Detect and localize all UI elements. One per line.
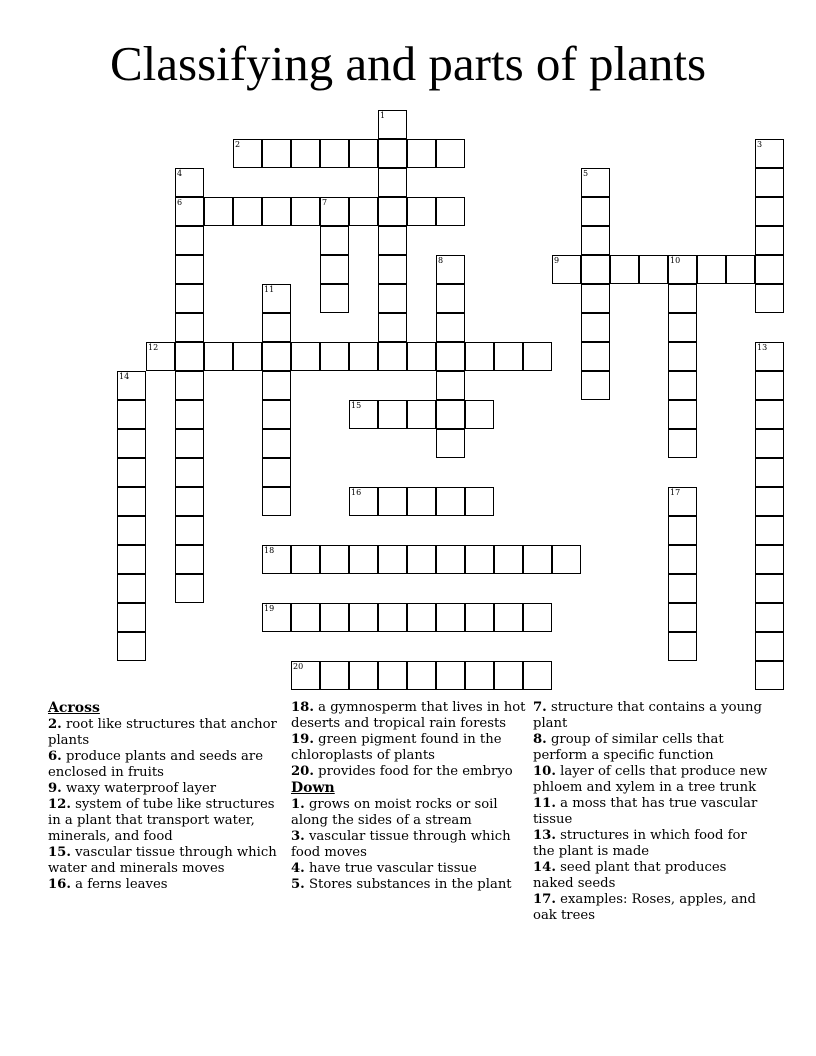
grid-cell[interactable] (465, 661, 494, 690)
grid-cell[interactable] (378, 487, 407, 516)
grid-cell[interactable] (494, 603, 523, 632)
down-clue-8: 8. group of similar cells that perform a specific function (533, 732, 724, 763)
grid-cell[interactable] (494, 661, 523, 690)
grid-cell[interactable] (668, 574, 697, 603)
across-clue-16: 16. a ferns leaves (48, 877, 168, 892)
grid-cell[interactable] (378, 342, 407, 371)
clue-number: 16 (351, 488, 362, 497)
grid-cell[interactable] (175, 255, 204, 284)
grid-cell[interactable] (755, 226, 784, 255)
grid-cell[interactable] (262, 458, 291, 487)
grid-cell[interactable] (668, 313, 697, 342)
grid-cell[interactable] (291, 661, 320, 690)
clue-number: 12 (148, 343, 159, 352)
down-clue-1: 1. grows on moist rocks or soil along the sides of a stream (291, 797, 498, 828)
grid-cell[interactable] (175, 516, 204, 545)
grid-cell[interactable] (581, 342, 610, 371)
grid-cell[interactable] (494, 342, 523, 371)
grid-cell[interactable] (117, 516, 146, 545)
grid-cell[interactable] (755, 168, 784, 197)
across-clue-20: 20. provides food for the embryo (291, 764, 513, 779)
grid-cell[interactable] (378, 197, 407, 226)
grid-cell[interactable] (581, 313, 610, 342)
clue-number: 2 (235, 140, 241, 149)
grid-cell[interactable] (407, 661, 436, 690)
grid-cell[interactable] (668, 632, 697, 661)
grid-cell[interactable] (291, 342, 320, 371)
grid-cell[interactable] (349, 139, 378, 168)
grid-cell[interactable] (668, 342, 697, 371)
grid-cell[interactable] (552, 545, 581, 574)
grid-cell[interactable] (755, 545, 784, 574)
grid-cell[interactable] (262, 342, 291, 371)
across-clue-19: 19. green pigment found in the chloroplasts of plants (291, 732, 502, 763)
grid-cell[interactable] (262, 197, 291, 226)
grid-cell[interactable] (436, 342, 465, 371)
grid-cell[interactable] (320, 139, 349, 168)
grid-cell[interactable] (755, 255, 784, 284)
grid-cell[interactable] (755, 632, 784, 661)
grid-cell[interactable] (465, 545, 494, 574)
grid-cell[interactable] (755, 487, 784, 516)
grid-cell[interactable] (349, 661, 378, 690)
down-clue-11: 11. a moss that has true vascular tissue (533, 796, 758, 827)
grid-cell[interactable] (320, 226, 349, 255)
grid-cell[interactable] (175, 313, 204, 342)
grid-cell[interactable] (523, 545, 552, 574)
grid-cell[interactable] (349, 603, 378, 632)
grid-cell[interactable] (378, 661, 407, 690)
across-clue-18: 18. a gymnosperm that lives in hot deserts and tropical rain forests (291, 700, 526, 731)
clue-number: 9 (554, 256, 560, 265)
grid-cell[interactable] (378, 139, 407, 168)
across-clue-2: 2. root like structures that anchor plants (48, 717, 277, 748)
grid-cell[interactable] (175, 458, 204, 487)
grid-cell[interactable] (668, 429, 697, 458)
grid-cell[interactable] (755, 371, 784, 400)
grid-cell[interactable] (320, 603, 349, 632)
grid-cell[interactable] (378, 110, 407, 139)
grid-cell[interactable] (465, 400, 494, 429)
clue-number: 7 (322, 198, 328, 207)
grid-cell[interactable] (639, 255, 668, 284)
grid-cell[interactable] (117, 400, 146, 429)
grid-cell[interactable] (117, 574, 146, 603)
grid-cell[interactable] (436, 139, 465, 168)
across-clue-12: 12. system of tube like structures in a plant that transport water, minerals, and food (48, 797, 275, 844)
clue-number: 5 (583, 169, 589, 178)
clue-number: 14 (119, 372, 130, 381)
grid-cell[interactable] (378, 284, 407, 313)
clue-number: 17 (670, 488, 681, 497)
grid-cell[interactable] (436, 429, 465, 458)
grid-cell[interactable] (755, 603, 784, 632)
grid-cell[interactable] (262, 545, 291, 574)
grid-cell[interactable] (755, 400, 784, 429)
grid-cell[interactable] (378, 313, 407, 342)
grid-cell[interactable] (581, 255, 610, 284)
grid-cell[interactable] (697, 255, 726, 284)
grid-cell[interactable] (523, 603, 552, 632)
grid-cell[interactable] (465, 342, 494, 371)
page-title: Classifying and parts of plants (109, 36, 707, 91)
grid-cell[interactable] (436, 255, 465, 284)
grid-cell[interactable] (407, 139, 436, 168)
grid-cell[interactable] (117, 429, 146, 458)
clue-column-1 (48, 700, 284, 893)
grid-cell[interactable] (146, 342, 175, 371)
down-clue-4: 4. have true vascular tissue (291, 861, 477, 876)
down-clue-10: 10. layer of cells that produce new phloem and xylem in a tree trunk (533, 764, 768, 795)
grid-cell[interactable] (117, 632, 146, 661)
grid-cell[interactable] (378, 168, 407, 197)
grid-cell[interactable] (175, 400, 204, 429)
grid-cell[interactable] (465, 603, 494, 632)
grid-cell[interactable] (349, 197, 378, 226)
grid-cell[interactable] (407, 342, 436, 371)
grid-cell[interactable] (175, 168, 204, 197)
grid-cell[interactable] (407, 487, 436, 516)
grid-cell[interactable] (262, 429, 291, 458)
grid-cell[interactable] (233, 342, 262, 371)
grid-cell[interactable] (320, 545, 349, 574)
down-heading: Down (291, 780, 335, 796)
grid-cell[interactable] (291, 197, 320, 226)
down-clue-17: 17. examples: Roses, apples, and oak trees (533, 892, 756, 923)
clue-number: 10 (670, 256, 681, 265)
grid-cell[interactable] (581, 168, 610, 197)
grid-cell[interactable] (581, 284, 610, 313)
grid-cell[interactable] (175, 342, 204, 371)
grid-cell[interactable] (117, 487, 146, 516)
grid-cell[interactable] (291, 545, 320, 574)
clue-number: 19 (264, 604, 275, 613)
grid-cell[interactable] (436, 661, 465, 690)
grid-cell[interactable] (175, 284, 204, 313)
down-clue-3: 3. vascular tissue through which food moves (291, 829, 511, 860)
grid-cell[interactable] (175, 545, 204, 574)
grid-cell[interactable] (262, 400, 291, 429)
grid-cell[interactable] (407, 545, 436, 574)
grid-cell[interactable] (436, 545, 465, 574)
grid-cell[interactable] (262, 371, 291, 400)
down-clue-14: 14. seed plant that produces naked seeds (533, 860, 727, 891)
grid-cell[interactable] (755, 197, 784, 226)
grid-cell[interactable] (291, 139, 320, 168)
grid-cell[interactable] (581, 226, 610, 255)
down-clue-13: 13. structures in which food for the plant is made (533, 828, 747, 859)
down-clue-7: 7. structure that contains a young plant (533, 700, 762, 731)
grid-cell[interactable] (581, 197, 610, 226)
grid-cell[interactable] (378, 226, 407, 255)
grid-cell[interactable] (407, 197, 436, 226)
grid-cell[interactable] (349, 342, 378, 371)
grid-cell[interactable] (320, 284, 349, 313)
grid-cell[interactable] (262, 487, 291, 516)
clue-number: 3 (757, 140, 763, 149)
grid-cell[interactable] (523, 342, 552, 371)
grid-cell[interactable] (668, 400, 697, 429)
grid-cell[interactable] (552, 255, 581, 284)
grid-cell[interactable] (668, 255, 697, 284)
grid-cell[interactable] (320, 342, 349, 371)
grid-cell[interactable] (668, 516, 697, 545)
grid-cell[interactable] (436, 603, 465, 632)
grid-cell[interactable] (494, 545, 523, 574)
grid-cell[interactable] (668, 371, 697, 400)
grid-cell[interactable] (436, 313, 465, 342)
grid-cell[interactable] (320, 197, 349, 226)
grid-cell[interactable] (668, 603, 697, 632)
grid-cell[interactable] (436, 400, 465, 429)
grid-cell[interactable] (755, 574, 784, 603)
clue-number: 13 (757, 343, 768, 352)
grid-cell[interactable] (581, 371, 610, 400)
clue-number: 6 (177, 198, 183, 207)
clue-number: 18 (264, 546, 275, 555)
grid-cell[interactable] (378, 603, 407, 632)
grid-cell[interactable] (117, 458, 146, 487)
grid-cell[interactable] (204, 342, 233, 371)
grid-cell[interactable] (668, 487, 697, 516)
across-heading: Across (48, 700, 100, 716)
grid-cell[interactable] (349, 487, 378, 516)
grid-cell[interactable] (436, 487, 465, 516)
grid-cell[interactable] (436, 197, 465, 226)
grid-cell[interactable] (262, 139, 291, 168)
grid-cell[interactable] (349, 545, 378, 574)
grid-cell[interactable] (407, 400, 436, 429)
grid-cell[interactable] (262, 284, 291, 313)
grid-cell[interactable] (436, 371, 465, 400)
grid-cell[interactable] (175, 197, 204, 226)
down-clue-5: 5. Stores substances in the plant (291, 877, 512, 892)
grid-cell[interactable] (117, 371, 146, 400)
grid-cell[interactable] (349, 400, 378, 429)
clue-number: 8 (438, 256, 444, 265)
grid-cell[interactable] (755, 139, 784, 168)
grid-cell[interactable] (175, 574, 204, 603)
grid-cell[interactable] (262, 313, 291, 342)
grid-cell[interactable] (755, 429, 784, 458)
across-clue-6: 6. produce plants and seeds are enclosed in fruits (48, 749, 263, 780)
grid-cell[interactable] (378, 255, 407, 284)
grid-cell[interactable] (117, 603, 146, 632)
across-clue-9: 9. waxy waterproof layer (48, 781, 217, 796)
grid-cell[interactable] (378, 545, 407, 574)
grid-cell[interactable] (204, 197, 233, 226)
clue-number: 11 (264, 285, 275, 294)
grid-cell[interactable] (523, 661, 552, 690)
grid-cell[interactable] (755, 661, 784, 690)
grid-cell[interactable] (755, 458, 784, 487)
grid-cell[interactable] (378, 400, 407, 429)
grid-cell[interactable] (320, 661, 349, 690)
clue-column-3 (533, 700, 769, 924)
grid-cell[interactable] (668, 545, 697, 574)
clue-number: 20 (293, 662, 304, 671)
clue-column-2 (291, 700, 527, 893)
grid-cell[interactable] (117, 545, 146, 574)
clue-number: 4 (177, 169, 183, 178)
across-clue-15: 15. vascular tissue through which water and minerals moves (48, 845, 277, 876)
grid-cell[interactable] (175, 487, 204, 516)
grid-cell[interactable] (668, 284, 697, 313)
grid-cell[interactable] (755, 284, 784, 313)
grid-cell[interactable] (465, 487, 494, 516)
grid-cell[interactable] (233, 197, 262, 226)
grid-cell[interactable] (436, 284, 465, 313)
clue-number: 1 (380, 111, 386, 120)
grid-cell[interactable] (175, 429, 204, 458)
grid-cell[interactable] (610, 255, 639, 284)
grid-cell[interactable] (755, 342, 784, 371)
grid-cell[interactable] (175, 371, 204, 400)
clue-number: 15 (351, 401, 362, 410)
grid-cell[interactable] (407, 603, 436, 632)
grid-cell[interactable] (262, 603, 291, 632)
grid-cell[interactable] (291, 603, 320, 632)
grid-cell[interactable] (320, 255, 349, 284)
grid-cell[interactable] (726, 255, 755, 284)
grid-cell[interactable] (755, 516, 784, 545)
grid-cell[interactable] (233, 139, 262, 168)
grid-cell[interactable] (175, 226, 204, 255)
